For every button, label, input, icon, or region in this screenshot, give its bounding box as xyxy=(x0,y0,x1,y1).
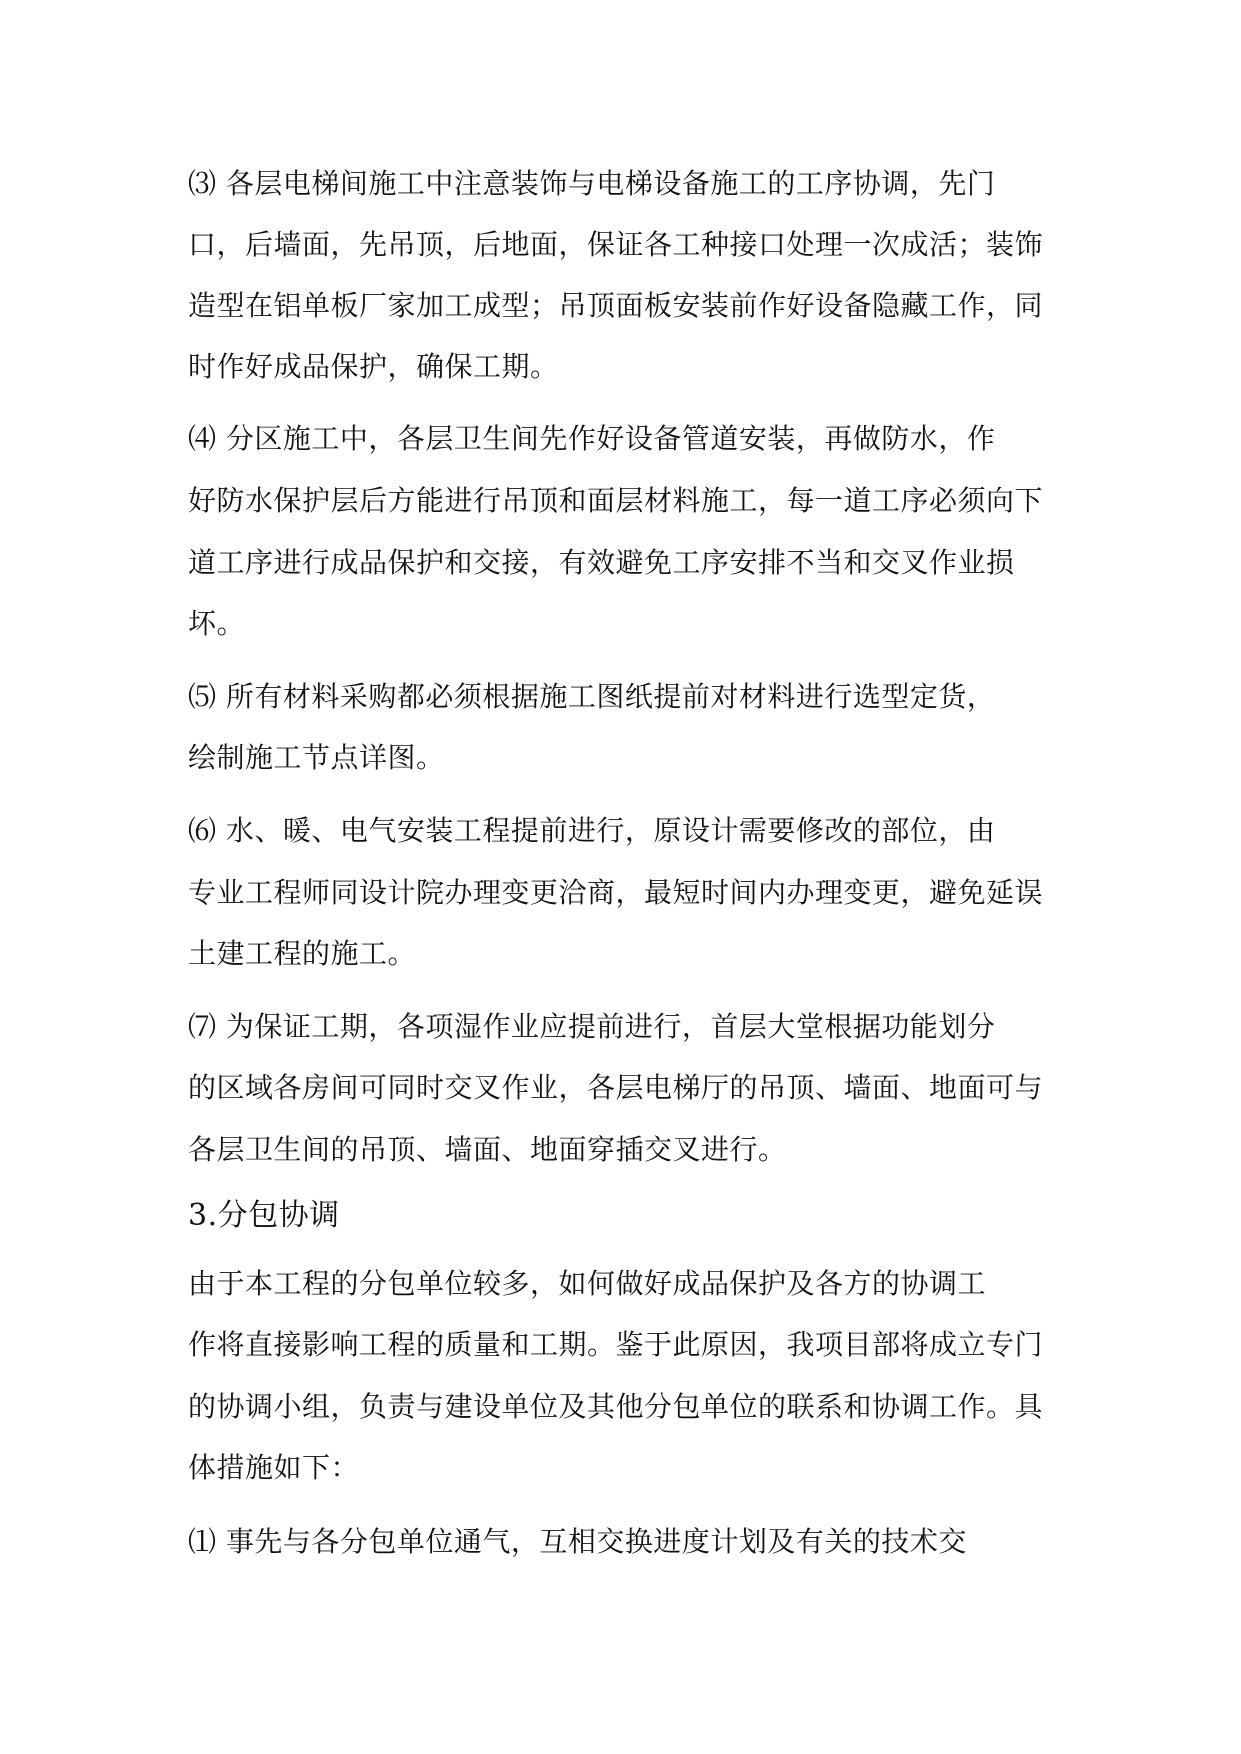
text-line: 时作好成品保护，确保工期。 xyxy=(188,350,559,383)
text-line: ⑺ 为保证工期，各项湿作业应提前进行，首层大堂根据功能划分 xyxy=(188,1010,996,1043)
text-line: 由于本工程的分包单位较多，如何做好成品保护及各方的协调工 xyxy=(188,1267,987,1300)
text-line: 作将直接影响工程的质量和工期。鉴于此原因，我项目部将成立专门 xyxy=(188,1328,1044,1361)
text-line: 造型在铝单板厂家加工成型；吊顶面板安装前作好设备隐藏工作，同 xyxy=(188,289,1044,322)
text-line: 土建工程的施工。 xyxy=(188,937,417,970)
text-line: ⑴ 事先与各分包单位通气，互相交换进度计划及有关的技术交 xyxy=(188,1525,967,1558)
text-line: ⑷ 分区施工中，各层卫生间先作好设备管道安装，再做防水，作 xyxy=(188,422,996,455)
text-line: 口，后墙面，先吊顶，后地面，保证各工种接口处理一次成活；装饰 xyxy=(188,228,1044,261)
text-line: 专业工程师同设计院办理变更洽商，最短时间内办理变更，避免延误 xyxy=(188,876,1044,909)
text-line: 体措施如下： xyxy=(188,1451,360,1484)
text-line: ⑹ 水、暖、电气安装工程提前进行，原设计需要修改的部位，由 xyxy=(188,814,996,847)
section-heading: 3.分包协调 xyxy=(188,1198,340,1233)
text-line: ⑸ 所有材料采购都必须根据施工图纸提前对材料进行选型定货， xyxy=(188,680,996,713)
text-line: 好防水保护层后方能进行吊顶和面层材料施工，每一道工序必须向下 xyxy=(188,484,1044,517)
text-line: 的协调小组，负责与建设单位及其他分包单位的联系和协调工作。具 xyxy=(188,1390,1044,1423)
text-line: ⑶ 各层电梯间施工中注意装饰与电梯设备施工的工序协调，先门 xyxy=(188,167,996,200)
text-line: 的区域各房间可同时交叉作业，各层电梯厅的吊顶、墙面、地面可与 xyxy=(188,1071,1044,1104)
text-line: 道工序进行成品保护和交接，有效避免工序安排不当和交叉作业损 xyxy=(188,546,1015,579)
text-line: 坏。 xyxy=(188,607,246,640)
text-line: 绘制施工节点详图。 xyxy=(188,741,445,774)
text-line: 各层卫生间的吊顶、墙面、地面穿插交叉进行。 xyxy=(188,1133,787,1166)
